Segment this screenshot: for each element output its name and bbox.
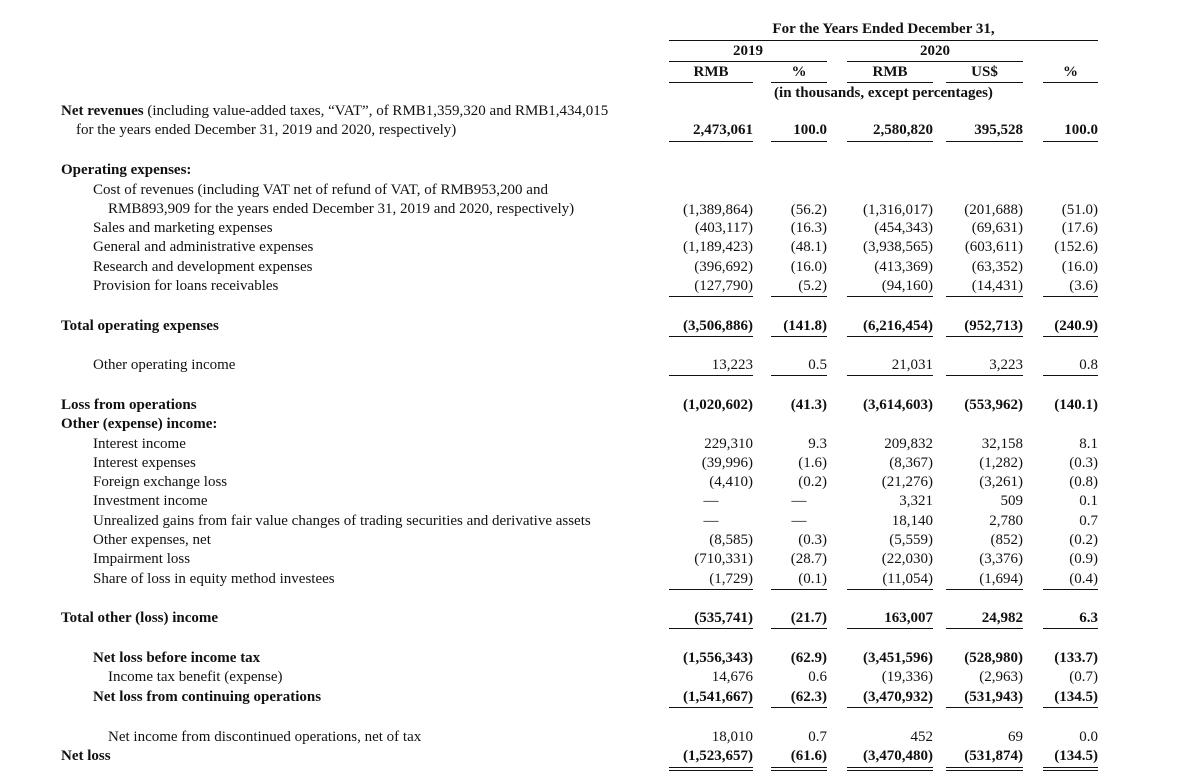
underline-rmb-2020 [847, 336, 933, 337]
cell-pct-2019: 0.6 [808, 669, 827, 685]
cell-pct-2020: (3.6) [1069, 278, 1098, 294]
cell-usd-2020: (1,694) [979, 571, 1023, 587]
cell-usd-2020: (3,376) [979, 551, 1023, 567]
header-rule-rmb-2019 [669, 82, 753, 83]
cell-usd-2020: 24,982 [981, 610, 1023, 626]
underline-usd-2020 [946, 141, 1023, 142]
row-label-continued: for the years ended December 31, 2019 and 2020, respectively) [76, 122, 457, 138]
cell-usd-2020: (201,688) [964, 202, 1023, 218]
cell-rmb-2020: (94,160) [881, 278, 933, 294]
cell-usd-2020: 2,780 [989, 513, 1023, 529]
cell-pct-2019: (21.7) [790, 610, 827, 626]
header-rmb-2019: RMB [693, 64, 729, 80]
cell-rmb-2019: 13,223 [711, 357, 753, 373]
cell-usd-2020: 509 [1000, 493, 1023, 509]
cell-rmb-2019: (710,331) [694, 551, 753, 567]
underline-usd-2020 [946, 770, 1023, 771]
cell-rmb-2019: (1,556,343) [683, 650, 753, 666]
cell-pct-2020: (240.9) [1054, 318, 1098, 334]
row-label: Operating expenses: [61, 162, 192, 178]
cell-pct-2020: 0.0 [1079, 729, 1098, 745]
cell-pct-2019: (48.1) [790, 239, 827, 255]
cell-pct-2019: 100.0 [793, 122, 827, 138]
cell-rmb-2019: (1,020,602) [683, 397, 753, 413]
header-usd-2020: US$ [971, 64, 998, 80]
cell-usd-2020: (63,352) [971, 259, 1023, 275]
underline-pct-2019 [771, 707, 827, 708]
row-label: Research and development expenses [93, 259, 313, 275]
underline-pct-2019 [771, 141, 827, 142]
row-label: Total other (loss) income [61, 610, 219, 626]
cell-usd-2020: 32,158 [981, 436, 1023, 452]
underline-rmb-2019 [669, 770, 753, 771]
cell-rmb-2019: (127,790) [694, 278, 753, 294]
row-label: Cost of revenues (including VAT net of refund of VAT, of RMB953,200 and [93, 182, 548, 198]
cell-pct-2019: (1.6) [798, 455, 827, 471]
cell-rmb-2020: 2,580,820 [873, 122, 933, 138]
row-label: Net income from discontinued operations, net of tax [108, 729, 422, 745]
cell-rmb-2020: 452 [910, 729, 933, 745]
row-label: Net revenues (including value-added taxes, “VAT”, of RMB1,359,320 and RMB1,434,015 [61, 103, 609, 119]
cell-pct-2020: 100.0 [1064, 122, 1098, 138]
cell-pct-2019: (28.7) [790, 551, 827, 567]
row-label: Share of loss in equity method investees [93, 571, 335, 587]
cell-rmb-2020: (8,367) [889, 455, 933, 471]
cell-rmb-2019: (1,729) [709, 571, 753, 587]
row-label: Sales and marketing expenses [93, 220, 273, 236]
cell-pct-2019: (0.2) [798, 474, 827, 490]
row-label: Other expenses, net [93, 532, 211, 548]
header-pct-2019: % [791, 64, 807, 80]
cell-pct-2020: (0.9) [1069, 551, 1098, 567]
underline-pct-2020 [1043, 296, 1098, 297]
cell-usd-2020: (69,631) [971, 220, 1023, 236]
cell-pct-2019: (0.1) [798, 571, 827, 587]
header-rule-rmb-2020 [847, 82, 933, 83]
underline-pct-2019 [771, 770, 827, 771]
underline-rmb-2019 [669, 375, 753, 376]
cell-rmb-2020: (19,336) [881, 669, 933, 685]
cell-rmb-2020: (6,216,454) [863, 318, 933, 334]
row-label: Other (expense) income: [61, 416, 218, 432]
row-label: Total operating expenses [61, 318, 219, 334]
underline-rmb-2020 [847, 628, 933, 629]
row-label: General and administrative expenses [93, 239, 314, 255]
cell-usd-2020: (14,431) [971, 278, 1023, 294]
underline-rmb-2019 [669, 628, 753, 629]
cell-pct-2019: (61.6) [790, 748, 827, 764]
cell-rmb-2019: — [703, 493, 719, 509]
cell-rmb-2019: 2,473,061 [693, 122, 753, 138]
cell-usd-2020: (2,963) [979, 669, 1023, 685]
row-label: Net loss from continuing operations [93, 689, 322, 705]
underline-pct-2019 [771, 628, 827, 629]
cell-rmb-2020: (21,276) [881, 474, 933, 490]
cell-rmb-2020: (3,614,603) [863, 397, 933, 413]
cell-pct-2020: 0.1 [1079, 493, 1098, 509]
cell-rmb-2019: 229,310 [704, 436, 753, 452]
cell-pct-2019: — [791, 493, 807, 509]
cell-usd-2020: (553,962) [964, 397, 1023, 413]
underline-pct-2019 [771, 589, 827, 590]
cell-pct-2019: 9.3 [808, 436, 827, 452]
cell-pct-2019: (16.3) [790, 220, 827, 236]
cell-pct-2019: (5.2) [798, 278, 827, 294]
underline-usd-2020 [946, 707, 1023, 708]
cell-pct-2020: (0.8) [1069, 474, 1098, 490]
cell-rmb-2019: (1,523,657) [683, 748, 753, 764]
cell-pct-2019: — [791, 513, 807, 529]
cell-usd-2020: (603,611) [964, 239, 1023, 255]
cell-pct-2019: (0.3) [798, 532, 827, 548]
underline-usd-2020 [946, 767, 1023, 768]
row-label: Foreign exchange loss [93, 474, 228, 490]
cell-pct-2020: (0.2) [1069, 532, 1098, 548]
underline-pct-2020 [1043, 770, 1098, 771]
cell-usd-2020: (1,282) [979, 455, 1023, 471]
cell-rmb-2019: 18,010 [711, 729, 753, 745]
cell-pct-2019: (62.3) [790, 689, 827, 705]
header-year-2020: 2020 [920, 43, 950, 59]
cell-usd-2020: (852) [990, 532, 1023, 548]
underline-pct-2020 [1043, 707, 1098, 708]
row-label: Loss from operations [61, 397, 197, 413]
underline-rmb-2020 [847, 141, 933, 142]
cell-rmb-2020: 209,832 [884, 436, 933, 452]
cell-rmb-2020: (1,316,017) [863, 202, 933, 218]
header-rule-pct-2020 [1043, 82, 1098, 83]
cell-pct-2020: (152.6) [1054, 239, 1098, 255]
cell-usd-2020: 395,528 [974, 122, 1023, 138]
cell-pct-2019: (56.2) [790, 202, 827, 218]
cell-usd-2020: 69 [1008, 729, 1023, 745]
row-label: Net loss before income tax [93, 650, 261, 666]
cell-pct-2020: (0.3) [1069, 455, 1098, 471]
cell-usd-2020: (528,980) [964, 650, 1023, 666]
row-label: Net loss [61, 748, 111, 764]
underline-usd-2020 [946, 336, 1023, 337]
header-rmb-2020: RMB [872, 64, 908, 80]
underline-pct-2019 [771, 336, 827, 337]
underline-pct-2019 [771, 767, 827, 768]
underline-pct-2019 [771, 296, 827, 297]
cell-pct-2020: (134.5) [1054, 689, 1098, 705]
cell-pct-2020: (0.4) [1069, 571, 1098, 587]
row-label: Income tax benefit (expense) [108, 669, 283, 685]
row-label: Unrealized gains from fair value changes of trading securities and derivative assets [93, 513, 591, 529]
cell-pct-2020: 0.8 [1079, 357, 1098, 373]
cell-pct-2020: (133.7) [1054, 650, 1098, 666]
cell-rmb-2019: (1,389,864) [683, 202, 753, 218]
cell-pct-2019: (16.0) [790, 259, 827, 275]
underline-rmb-2019 [669, 589, 753, 590]
cell-pct-2020: 6.3 [1079, 610, 1098, 626]
row-label: Provision for loans receivables [93, 278, 279, 294]
underline-rmb-2019 [669, 707, 753, 708]
header-rule-top [669, 40, 1098, 41]
underline-rmb-2020 [847, 707, 933, 708]
header-rule-pct-2019 [771, 82, 827, 83]
cell-pct-2019: 0.7 [808, 729, 827, 745]
header-rule-2019 [669, 61, 827, 62]
cell-pct-2020: (17.6) [1061, 220, 1098, 236]
cell-rmb-2019: (535,741) [694, 610, 753, 626]
underline-rmb-2020 [847, 767, 933, 768]
cell-rmb-2020: (413,369) [874, 259, 933, 275]
row-label: Interest expenses [93, 455, 196, 471]
header-year-2019: 2019 [733, 43, 763, 59]
cell-rmb-2020: 3,321 [899, 493, 933, 509]
cell-rmb-2020: (3,470,932) [863, 689, 933, 705]
underline-pct-2020 [1043, 767, 1098, 768]
underline-pct-2020 [1043, 336, 1098, 337]
cell-usd-2020: 3,223 [989, 357, 1023, 373]
cell-rmb-2020: (5,559) [889, 532, 933, 548]
underline-rmb-2019 [669, 336, 753, 337]
cell-pct-2020: 8.1 [1079, 436, 1098, 452]
period-title: For the Years Ended December 31, [772, 21, 995, 37]
units-note: (in thousands, except percentages) [774, 85, 993, 101]
row-label: Other operating income [93, 357, 236, 373]
cell-rmb-2019: (3,506,886) [683, 318, 753, 334]
underline-rmb-2020 [847, 375, 933, 376]
cell-pct-2020: (134.5) [1054, 748, 1098, 764]
header-rule-2020 [847, 61, 1023, 62]
underline-rmb-2019 [669, 296, 753, 297]
row-label: Interest income [93, 436, 186, 452]
underline-rmb-2020 [847, 296, 933, 297]
underline-pct-2020 [1043, 589, 1098, 590]
cell-rmb-2019: (1,541,667) [683, 689, 753, 705]
underline-usd-2020 [946, 375, 1023, 376]
cell-rmb-2019: (396,692) [694, 259, 753, 275]
underline-pct-2019 [771, 375, 827, 376]
cell-pct-2020: (140.1) [1054, 397, 1098, 413]
cell-rmb-2019: — [703, 513, 719, 529]
cell-rmb-2019: (39,996) [701, 455, 753, 471]
cell-rmb-2020: (3,938,565) [863, 239, 933, 255]
cell-rmb-2020: (3,451,596) [863, 650, 933, 666]
underline-rmb-2019 [669, 141, 753, 142]
cell-usd-2020: (531,874) [964, 748, 1023, 764]
cell-usd-2020: (3,261) [979, 474, 1023, 490]
cell-rmb-2020: 21,031 [891, 357, 933, 373]
cell-pct-2020: (0.7) [1069, 669, 1098, 685]
underline-usd-2020 [946, 589, 1023, 590]
cell-rmb-2020: (11,054) [882, 571, 933, 587]
cell-rmb-2020: (3,470,480) [863, 748, 933, 764]
cell-rmb-2020: (22,030) [881, 551, 933, 567]
cell-rmb-2020: 18,140 [891, 513, 933, 529]
cell-rmb-2019: (8,585) [709, 532, 753, 548]
cell-rmb-2019: (403,117) [694, 220, 753, 236]
cell-pct-2020: (51.0) [1061, 202, 1098, 218]
cell-pct-2020: 0.7 [1079, 513, 1098, 529]
cell-pct-2019: (141.8) [783, 318, 827, 334]
cell-rmb-2020: 163,007 [884, 610, 933, 626]
underline-usd-2020 [946, 296, 1023, 297]
underline-pct-2020 [1043, 375, 1098, 376]
underline-usd-2020 [946, 628, 1023, 629]
header-pct-2020: % [1063, 64, 1078, 80]
cell-rmb-2020: (454,343) [874, 220, 933, 236]
cell-rmb-2019: (4,410) [709, 474, 753, 490]
underline-rmb-2019 [669, 767, 753, 768]
row-label-suffix: (including value-added taxes, “VAT”, of RMB1,359,320 and RMB1,434,015 [143, 103, 609, 119]
row-label: Impairment loss [93, 551, 191, 567]
cell-pct-2019: (41.3) [790, 397, 827, 413]
underline-pct-2020 [1043, 141, 1098, 142]
row-label-continued: RMB893,909 for the years ended December 31, 2019 and 2020, respectively) [108, 201, 575, 217]
cell-pct-2019: 0.5 [808, 357, 827, 373]
underline-rmb-2020 [847, 770, 933, 771]
cell-usd-2020: (531,943) [964, 689, 1023, 705]
cell-rmb-2019: (1,189,423) [683, 239, 753, 255]
cell-pct-2019: (62.9) [790, 650, 827, 666]
underline-rmb-2020 [847, 589, 933, 590]
cell-rmb-2019: 14,676 [711, 669, 753, 685]
row-label: Investment income [93, 493, 208, 509]
cell-pct-2020: (16.0) [1061, 259, 1098, 275]
underline-pct-2020 [1043, 628, 1098, 629]
header-rule-usd-2020 [946, 82, 1023, 83]
cell-usd-2020: (952,713) [964, 318, 1023, 334]
